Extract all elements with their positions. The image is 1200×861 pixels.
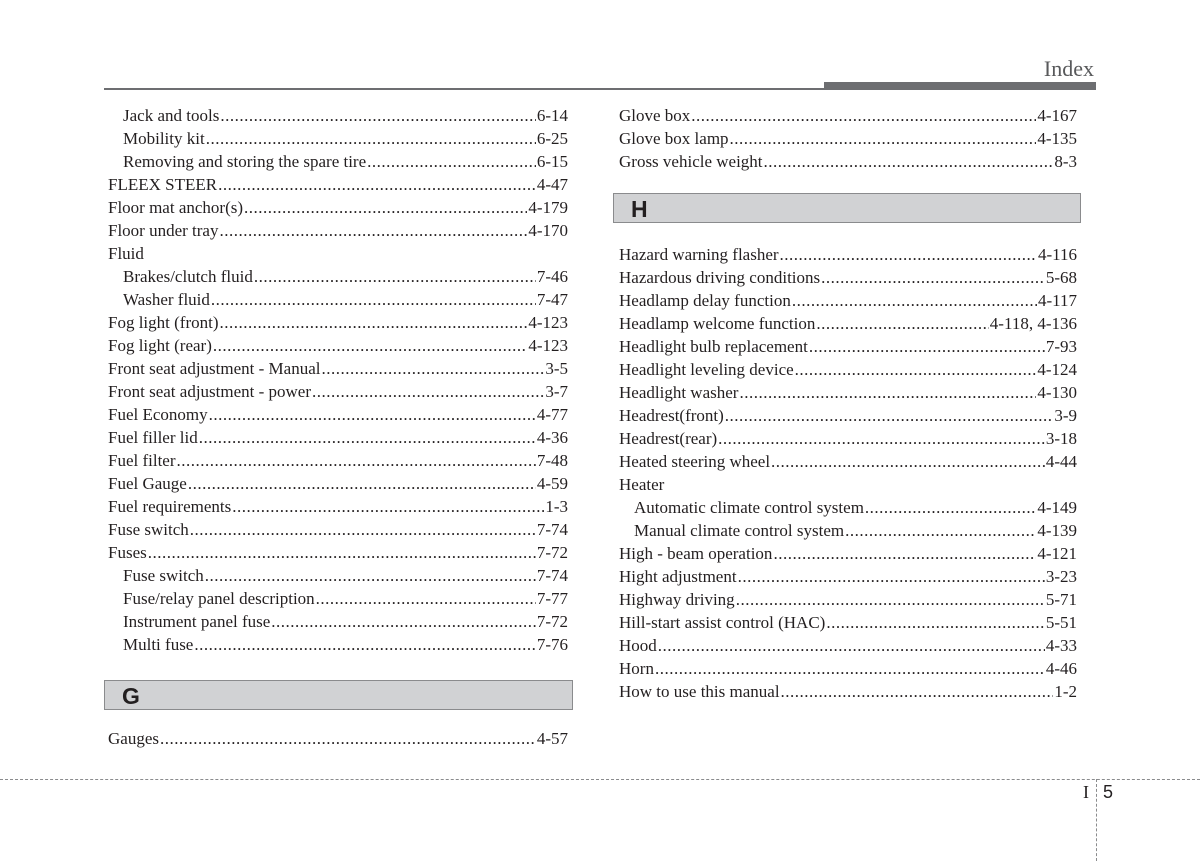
index-entry: [619, 358, 1077, 381]
index-page-ref: 7-48: [536, 451, 568, 470]
dot-leader: [773, 542, 1036, 565]
index-page-ref: 3-9: [1054, 406, 1077, 425]
index-entry: [619, 381, 1077, 404]
index-term: Headrest(front): [619, 406, 724, 425]
dot-leader: [725, 404, 1054, 427]
index-entry: [108, 334, 568, 357]
index-term: Instrument panel fuse: [123, 612, 271, 631]
dot-leader: [865, 496, 1036, 519]
dot-leader: [781, 680, 1054, 703]
index-term: Jack and tools: [123, 106, 220, 125]
dot-leader: [764, 150, 1054, 173]
index-page-ref: 4-149: [1037, 498, 1077, 517]
index-term: Fluid: [108, 244, 144, 263]
index-term: Fuse switch: [108, 520, 189, 539]
index-page-ref: 4-46: [1045, 659, 1077, 678]
index-entry: [108, 727, 568, 750]
dot-leader: [736, 588, 1045, 611]
index-page-ref: 7-74: [536, 566, 568, 585]
dot-leader: [232, 495, 544, 518]
index-page-ref: 4-36: [536, 428, 568, 447]
index-entry: [108, 633, 568, 656]
footer-dashed-divider: [1096, 779, 1097, 861]
index-term: Gross vehicle weight: [619, 152, 763, 171]
index-page-ref: 5-68: [1045, 268, 1077, 287]
index-entry: [619, 680, 1077, 703]
dot-leader: [205, 564, 536, 587]
index-page-ref: 7-72: [536, 612, 568, 631]
header-rule-thin: [104, 88, 824, 90]
footer-section-label: I: [1083, 782, 1089, 802]
index-entry: [619, 404, 1077, 427]
index-page-ref: 4-77: [536, 405, 568, 424]
dot-leader: [148, 541, 536, 564]
index-entry: [619, 150, 1077, 173]
index-page-ref: 7-47: [536, 290, 568, 309]
dot-leader: [321, 357, 544, 380]
index-term: Gauges: [108, 729, 159, 748]
index-entry: [108, 495, 568, 518]
index-page-ref: 3-18: [1045, 429, 1077, 448]
index-page-ref: 3-23: [1045, 567, 1077, 586]
index-entry: [108, 426, 568, 449]
index-term: Fuel Gauge: [108, 474, 187, 493]
index-term: Headlamp welcome function: [619, 314, 816, 333]
index-entry: [619, 496, 1077, 519]
index-entry: [108, 288, 568, 311]
index-term: Automatic climate control system: [634, 498, 864, 517]
dot-leader: [816, 312, 988, 335]
index-entry: [108, 265, 568, 288]
section-letter: G: [122, 683, 140, 709]
dot-leader: [316, 587, 536, 610]
index-term: Headrest(rear): [619, 429, 718, 448]
dot-leader: [188, 472, 536, 495]
index-page-ref: 8-3: [1054, 152, 1077, 171]
index-page-ref: 4-47: [536, 175, 568, 194]
index-page-ref: 4-135: [1037, 129, 1077, 148]
page-header-title: Index: [1043, 56, 1094, 81]
dot-leader: [792, 289, 1037, 312]
dot-leader: [655, 657, 1045, 680]
index-entry: [619, 634, 1077, 657]
index-term: Glove box lamp: [619, 129, 729, 148]
index-page-ref: 4-170: [528, 221, 568, 240]
index-term: Fuel Economy: [108, 405, 208, 424]
index-entry: [108, 380, 568, 403]
dot-leader: [220, 311, 528, 334]
dot-leader: [658, 634, 1045, 657]
dot-leader: [795, 358, 1037, 381]
index-term: Heater: [619, 475, 665, 494]
index-term: Fuse switch: [123, 566, 204, 585]
index-term: Removing and storing the spare tire: [123, 152, 367, 171]
index-entry: [108, 541, 568, 564]
index-term: Headlight leveling device: [619, 360, 794, 379]
index-page-ref: 6-14: [536, 106, 568, 125]
index-term: Fog light (front): [108, 313, 219, 332]
index-page-ref: 3-5: [545, 359, 568, 378]
dot-leader: [739, 381, 1036, 404]
index-column-left: [108, 104, 568, 656]
index-page-ref: 1-2: [1054, 682, 1077, 701]
index-term: Headlight washer: [619, 383, 739, 402]
index-entry: [108, 311, 568, 334]
index-term: Front seat adjustment - Manual: [108, 359, 321, 378]
index-entry: [108, 403, 568, 426]
index-entry: [108, 219, 568, 242]
index-term: Fuel filler lid: [108, 428, 198, 447]
index-entry: [619, 335, 1077, 358]
index-entry: [619, 104, 1077, 127]
index-page-ref: 7-93: [1045, 337, 1077, 356]
header-rule-thick: [824, 82, 1096, 90]
index-entry: [108, 587, 568, 610]
dot-leader: [213, 334, 527, 357]
index-entry: [108, 518, 568, 541]
dot-leader: [771, 450, 1045, 473]
index-term: Hill-start assist control (HAC): [619, 613, 826, 632]
index-page-ref: 7-74: [536, 520, 568, 539]
index-term: Floor mat anchor(s): [108, 198, 244, 217]
index-page-ref: 4-123: [528, 336, 568, 355]
index-term: Highway driving: [619, 590, 735, 609]
dot-leader: [730, 127, 1037, 150]
index-entry: [619, 427, 1077, 450]
index-term: Fuse/relay panel description: [123, 589, 315, 608]
dot-leader: [312, 380, 544, 403]
index-term: Headlight bulb replacement: [619, 337, 808, 356]
dot-leader: [826, 611, 1044, 634]
index-term: Multi fuse: [123, 635, 194, 654]
index-page-ref: 7-77: [536, 589, 568, 608]
index-entry: [108, 610, 568, 633]
index-page-ref: 4-59: [536, 474, 568, 493]
index-page-ref: 5-51: [1045, 613, 1077, 632]
index-entry: [619, 657, 1077, 680]
index-term: How to use this manual: [619, 682, 780, 701]
index-entry: [108, 127, 568, 150]
index-entry: [619, 611, 1077, 634]
index-entry: [108, 173, 568, 196]
index-term: Fuses: [108, 543, 147, 562]
index-term: Headlamp delay function: [619, 291, 791, 310]
index-page-ref: 3-7: [545, 382, 568, 401]
index-page-ref: 4-123: [528, 313, 568, 332]
index-column-g: [108, 727, 568, 750]
dot-leader: [367, 150, 536, 173]
dot-leader: [190, 518, 536, 541]
section-header-g: [104, 680, 573, 710]
dot-leader: [218, 173, 536, 196]
index-page-ref: 4-44: [1045, 452, 1077, 471]
index-entry: [619, 450, 1077, 473]
index-term: Washer fluid: [123, 290, 210, 309]
index-entry: [108, 449, 568, 472]
index-term: Floor under tray: [108, 221, 219, 240]
index-entry: [108, 104, 568, 127]
index-entry: [108, 242, 568, 265]
index-term: Horn: [619, 659, 654, 678]
dot-leader: [206, 127, 536, 150]
dot-leader: [271, 610, 536, 633]
index-entry: [619, 542, 1077, 565]
index-term: Hazard warning flasher: [619, 245, 779, 264]
footer-dashed-rule: [0, 779, 1200, 780]
index-page-ref: 4-139: [1037, 521, 1077, 540]
index-term: High - beam operation: [619, 544, 773, 563]
dot-leader: [194, 633, 535, 656]
section-header-h: [613, 193, 1081, 223]
index-page-ref: 4-124: [1037, 360, 1077, 379]
index-page-ref: 4-167: [1037, 106, 1077, 125]
dot-leader: [718, 427, 1045, 450]
index-term: Fuel requirements: [108, 497, 232, 516]
dot-leader: [738, 565, 1045, 588]
index-entry: [108, 357, 568, 380]
index-entry: [619, 127, 1077, 150]
index-page-ref: 7-46: [536, 267, 568, 286]
dot-leader: [244, 196, 527, 219]
index-column-right-top: [619, 104, 1077, 173]
index-term: Fuel filter: [108, 451, 176, 470]
dot-leader: [160, 727, 536, 750]
index-page-ref: 7-72: [536, 543, 568, 562]
index-column-h: [619, 243, 1077, 703]
index-term: Manual climate control system: [634, 521, 845, 540]
index-term: Brakes/clutch fluid: [123, 267, 253, 286]
index-page-ref: 4-116: [1037, 245, 1077, 264]
index-entry: [619, 289, 1077, 312]
index-entry: [619, 588, 1077, 611]
index-term: Fog light (rear): [108, 336, 212, 355]
index-term: Front seat adjustment - power: [108, 382, 312, 401]
index-page-ref: 4-117: [1037, 291, 1077, 310]
index-term: FLEEX STEER: [108, 175, 218, 194]
index-entry: [619, 312, 1077, 335]
index-term: Hazardous driving conditions: [619, 268, 821, 287]
index-page-ref: 4-33: [1045, 636, 1077, 655]
index-entry: [108, 472, 568, 495]
index-term: Mobility kit: [123, 129, 205, 148]
dot-leader: [220, 104, 536, 127]
index-page-ref: 1-3: [545, 497, 568, 516]
dot-leader: [809, 335, 1045, 358]
index-entry: [619, 519, 1077, 542]
dot-leader: [845, 519, 1036, 542]
dot-leader: [780, 243, 1037, 266]
index-entry: [108, 150, 568, 173]
index-entry: [619, 565, 1077, 588]
dot-leader: [211, 288, 536, 311]
dot-leader: [209, 403, 536, 426]
index-entry: [619, 266, 1077, 289]
dot-leader: [219, 219, 527, 242]
section-letter: H: [631, 196, 648, 222]
index-page-ref: 4-179: [528, 198, 568, 217]
footer-page-number: 5: [1103, 782, 1114, 802]
dot-leader: [691, 104, 1036, 127]
index-page-ref: 4-121: [1037, 544, 1077, 563]
index-entry: [619, 243, 1077, 266]
index-page-ref: 4-57: [536, 729, 568, 748]
index-page-ref: 4-130: [1037, 383, 1077, 402]
index-page-ref: 6-25: [536, 129, 568, 148]
dot-leader: [199, 426, 536, 449]
dot-leader: [821, 266, 1045, 289]
index-page-ref: 6-15: [536, 152, 568, 171]
index-page-ref: 7-76: [536, 635, 568, 654]
index-term: Hight adjustment: [619, 567, 737, 586]
dot-leader: [177, 449, 536, 472]
index-page-ref: 5-71: [1045, 590, 1077, 609]
index-page-ref: 4-118, 4-136: [989, 314, 1077, 333]
dot-leader: [254, 265, 536, 288]
index-term: Glove box: [619, 106, 691, 125]
index-term: Hood: [619, 636, 657, 655]
index-entry: [108, 564, 568, 587]
index-entry: [108, 196, 568, 219]
index-entry: [619, 473, 1077, 496]
index-term: Heated steering wheel: [619, 452, 771, 471]
